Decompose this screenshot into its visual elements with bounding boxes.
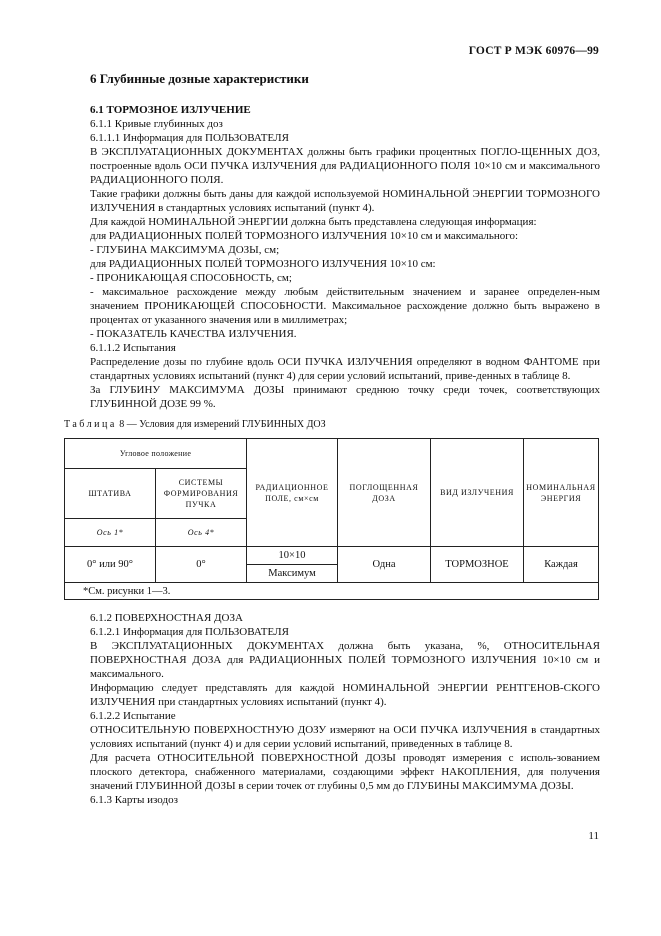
section-title: 6 Глубинные дозные характеристики bbox=[90, 71, 309, 86]
clause-6-1-1: 6.1.1 Кривые глубинных доз bbox=[90, 118, 223, 130]
paragraph: Для каждой НОМИНАЛЬНОЙ ЭНЕРГИИ должна быть представлена следующая информация: bbox=[90, 216, 537, 228]
page-content bbox=[64, 71, 600, 807]
header-radiation-type: ВИД ИЗЛУЧЕНИЯ bbox=[431, 439, 524, 547]
clause-6-1-2-2: 6.1.2.2 Испытание bbox=[90, 710, 176, 722]
conditions-table bbox=[64, 438, 599, 600]
header-angular-position: Угловое положение bbox=[65, 439, 247, 469]
page-number: 11 bbox=[588, 830, 599, 842]
table-caption-text: 8 — Условия для измерений ГЛУБИННЫХ ДОЗ bbox=[116, 419, 326, 430]
clause-6-1-1-2: 6.1.1.2 Испытания bbox=[90, 342, 176, 354]
cell-stand: 0° или 90° bbox=[65, 547, 156, 583]
clause-6-1-3: 6.1.3 Карты изодоз bbox=[90, 794, 178, 806]
header-beam-system: СИСТЕМЫ ФОРМИРОВАНИЯ ПУЧКА bbox=[156, 469, 247, 519]
cell-beam: 0° bbox=[156, 547, 247, 583]
list-item: - ГЛУБИНА МАКСИМУМА ДОЗЫ, см; bbox=[90, 244, 280, 256]
cell-dose: Одна bbox=[338, 547, 431, 583]
header-nominal-energy: НОМИНАЛЬНАЯ ЭНЕРГИЯ bbox=[524, 439, 599, 547]
subsection-title: 6.1 ТОРМОЗНОЕ ИЗЛУЧЕНИЕ bbox=[90, 104, 251, 116]
paragraph: В ЭКСПЛУАТАЦИОННЫХ ДОКУМЕНТАХ должна быть указана, %, ОТНОСИТЕЛЬНАЯ ПОВЕРХНОСТНАЯ ДОЗА для РАДИАЦИОННЫХ ПОЛЕЙ ТОРМОЗНОГО ИЗЛУЧЕНИЯ 10×10 см и максимального. bbox=[90, 640, 600, 680]
clause-6-1-2-1: 6.1.2.1 Информация для ПОЛЬЗОВАТЕЛЯ bbox=[90, 626, 289, 638]
paragraph: ОТНОСИТЕЛЬНУЮ ПОВЕРХНОСТНУЮ ДОЗУ измеряют на ОСИ ПУЧКА ИЗЛУЧЕНИЯ в стандартных условиях испытаний (пункт 4) и для серии условий испытаний, приведенных в таблице 8. bbox=[90, 724, 600, 750]
header-absorbed-dose: ПОГЛОЩЕННАЯ ДОЗА bbox=[338, 439, 431, 547]
axis-4-label: Ось 4* bbox=[156, 519, 247, 547]
paragraph: Информацию следует представлять для каждой НОМИНАЛЬНОЙ ЭНЕРГИИ РЕНТГЕНОВ-СКОГО ИЗЛУЧЕНИЯ при стандартных условиях испытаний (пункт 4). bbox=[90, 682, 600, 708]
cell-type: ТОРМОЗНОЕ bbox=[431, 547, 524, 583]
list-item: - ПОКАЗАТЕЛЬ КАЧЕСТВА ИЗЛУЧЕНИЯ. bbox=[90, 328, 297, 340]
paragraph: для РАДИАЦИОННЫХ ПОЛЕЙ ТОРМОЗНОГО ИЗЛУЧЕНИЯ 10×10 см и максимального: bbox=[90, 230, 519, 242]
paragraph: Распределение дозы по глубине вдоль ОСИ ПУЧКА ИЗЛУЧЕНИЯ определяют в водном ФАНТОМЕ при стандартных условиях испытаний (пункт 4) для серии условий испытаний, приве-денных в таблице 8. bbox=[90, 356, 600, 382]
table-caption bbox=[64, 418, 600, 432]
table-caption-prefix: Таблица bbox=[64, 419, 117, 430]
paragraph: В ЭКСПЛУАТАЦИОННЫХ ДОКУМЕНТАХ должны быть графики процентных ПОГЛО-ЩЕННЫХ ДОЗ, построенные вдоль ОСИ ПУЧКА ИЗЛУЧЕНИЯ для РАДИАЦИОННОГО ПОЛЯ 10×10 см и максимального РАДИАЦИОННОГО ПОЛЯ. bbox=[90, 146, 600, 186]
cell-field-10x10: 10×10 bbox=[247, 547, 338, 565]
cell-field-max: Максимум bbox=[247, 565, 338, 583]
clause-6-1-2: 6.1.2 ПОВЕРХНОСТНАЯ ДОЗА bbox=[90, 612, 243, 624]
table-footnote: *См. рисунки 1—3. bbox=[65, 583, 599, 600]
header-stand: ШТАТИВА bbox=[65, 469, 156, 519]
list-item: - максимальное расхождение между любым действительным значением и заранее определен-ным значением ПРОНИКАЮЩЕЙ СПОСОБНОСТИ. Максимальное расхождение должно быть выражено в процентах от указанного значения или в миллиметрах; bbox=[90, 286, 600, 326]
paragraph: для РАДИАЦИОННЫХ ПОЛЕЙ ТОРМОЗНОГО ИЗЛУЧЕНИЯ 10×10 см: bbox=[90, 258, 436, 270]
header-radiation-field: РАДИАЦИОННОЕ ПОЛЕ, см×см bbox=[247, 439, 338, 547]
paragraph: Такие графики должны быть даны для каждой используемой НОМИНАЛЬНОЙ ЭНЕРГИИ ТОРМОЗНОГО ИЗЛУЧЕНИЯ в стандартных условиях испытаний (пункт 4). bbox=[90, 188, 600, 214]
clause-6-1-1-1: 6.1.1.1 Информация для ПОЛЬЗОВАТЕЛЯ bbox=[90, 132, 289, 144]
paragraph: Для расчета ОТНОСИТЕЛЬНОЙ ПОВЕРХНОСТНОЙ ДОЗЫ проводят измерения с исполь-зованием плоского детектора, снабженного материалами, создающими эффект НАКОПЛЕНИЯ, для получения значений ГЛУБИННОЙ ДОЗЫ в серии точек от глубины 0,5 мм до ГЛУБИНЫ МАКСИМУМА ДОЗЫ. bbox=[90, 752, 600, 792]
list-item: - ПРОНИКАЮЩАЯ СПОСОБНОСТЬ, см; bbox=[90, 272, 292, 284]
paragraph: За ГЛУБИНУ МАКСИМУМА ДОЗЫ принимают среднюю точку среди точек, соответствующих ГЛУБИННОЙ ДОЗЕ 99 %. bbox=[90, 384, 600, 410]
document-code-header: ГОСТ Р МЭК 60976—99 bbox=[468, 45, 599, 57]
cell-energy: Каждая bbox=[524, 547, 599, 583]
axis-1-label: Ось 1* bbox=[65, 519, 156, 547]
